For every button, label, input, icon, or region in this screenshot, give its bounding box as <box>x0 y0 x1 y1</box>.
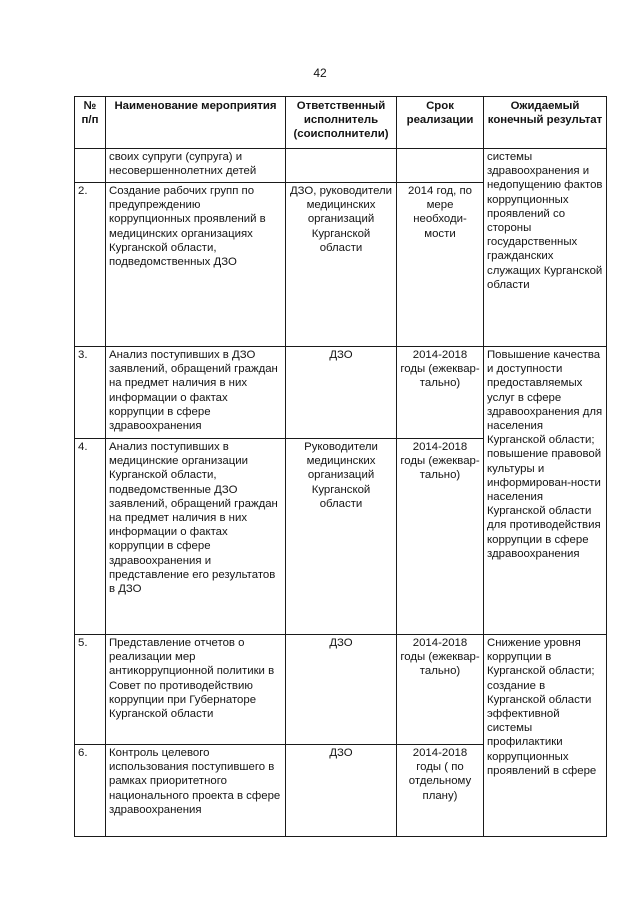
row-name: Создание рабочих групп по предупреждению коррупционных проявлений в медицинских организациях Курганской области, подведомственных ДЗО <box>106 183 286 347</box>
row-executor <box>286 149 397 183</box>
row-term: 2014-2018 годы ( по отдельному плану) <box>397 745 484 837</box>
table-row <box>75 149 607 183</box>
row-num: 4. <box>75 439 106 635</box>
row-num: 6. <box>75 745 106 837</box>
row-executor: ДЗО, руководители медицинских организаций Курганской области <box>286 183 397 347</box>
header-name: Наименование мероприятия <box>106 97 286 149</box>
header-result: Ожидаемый конечный результат <box>484 97 607 149</box>
row-name: Анализ поступивших в ДЗО заявлений, обращений граждан на предмет наличия в них информации о фактах коррупции в сфере здравоохранения <box>106 347 286 439</box>
row-num <box>75 149 106 183</box>
result-group-b: Повышение качества и доступности предоставляемых услуг в сфере здравоохранения для населения Курганской области; повышение правовой культуры и информирован-ности населения Курганской области для противодействия коррупции в сфере здравоохранения <box>484 347 607 635</box>
row-term: 2014-2018 годы (ежеквар-тально) <box>397 635 484 745</box>
row-term: 2014-2018 годы (ежеквар-тально) <box>397 347 484 439</box>
row-num: 2. <box>75 183 106 347</box>
row-name: Контроль целевого использования поступившего в рамках приоритетного национального проекта в сфере здравоохранения <box>106 745 286 837</box>
table-row <box>75 635 607 745</box>
row-executor: ДЗО <box>286 745 397 837</box>
row-executor: Руководители медицинских организаций Курганской области <box>286 439 397 635</box>
row-num: 5. <box>75 635 106 745</box>
header-term: Срок реализации <box>397 97 484 149</box>
row-name: своих супруги (супруга) и несовершеннолетних детей <box>106 149 286 183</box>
row-executor: ДЗО <box>286 347 397 439</box>
header-row <box>75 97 607 149</box>
row-num: 3. <box>75 347 106 439</box>
row-term: 2014-2018 годы (ежеквар-тально) <box>397 439 484 635</box>
row-name: Представление отчетов о реализации мер антикоррупционной политики в Совет по противодействию коррупции при Губернаторе Курганской области <box>106 635 286 745</box>
header-executor: Ответственный исполнитель (соисполнители) <box>286 97 397 149</box>
row-term <box>397 149 484 183</box>
measures-table <box>74 96 607 837</box>
row-executor: ДЗО <box>286 635 397 745</box>
row-term: 2014 год, по мере необходи-мости <box>397 183 484 347</box>
table-row <box>75 347 607 439</box>
page-number: 42 <box>313 66 327 80</box>
result-group-a: системы здравоохранения и недопущению фактов коррупционных проявлений со стороны государственных гражданских служащих Курганской области <box>484 149 607 347</box>
result-group-c: Снижение уровня коррупции в Курганской области; создание в Курганской области эффективной системы профилактики коррупционных проявлений в сфере <box>484 635 607 837</box>
header-num: № п/п <box>75 97 106 149</box>
row-name: Анализ поступивших в медицинские организации Курганской области, подведомственные ДЗО заявлений, обращений граждан на предмет наличия в них информации о фактах коррупции в сфере здравоохранения и представление его результатов в ДЗО <box>106 439 286 635</box>
